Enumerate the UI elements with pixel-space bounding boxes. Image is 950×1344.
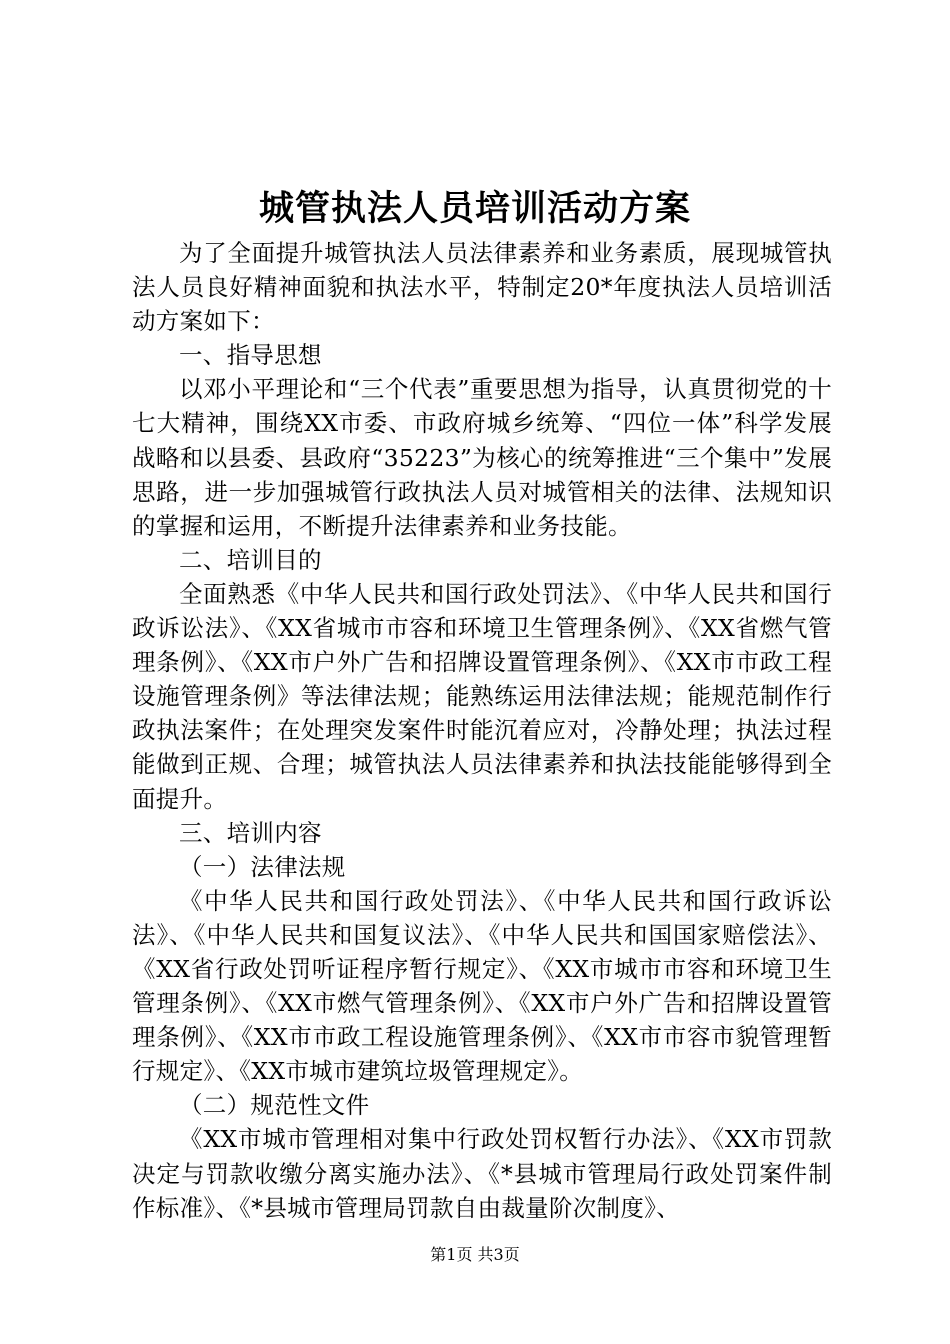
page-footer: 第1页 共3页: [430, 1245, 520, 1264]
section-heading-training-content: 三、培训内容: [179, 818, 322, 847]
subsection-heading-laws: （一）法律法规: [179, 852, 346, 881]
training-purpose-paragraph: 全面熟悉《中华人民共和国行政处罚法》、《中华人民共和国行政诉讼法》、《XX省城市市容和环境卫生管理条例》、《XX省燃气管理条例》、《XX市户外广告和招牌设置管理条例》、《XX市市政工程设施管理条例》等法律法规；能熟练运用法律法规；能规范制作行政执法案件；在处理突发案件时能沉着应对，冷静处理；执法过程能做到正规、合理；城管执法人员法律素养和执法技能能够得到全面提升。: [132, 579, 832, 813]
document-title: 城管执法人员培训活动方案: [258, 188, 691, 229]
document-body: [132, 236, 832, 1225]
section-heading-training-purpose: 二、培训目的: [179, 545, 322, 574]
guiding-ideology-paragraph: 以邓小平理论和“三个代表”重要思想为指导，认真贯彻党的十七大精神，围绕XX市委、市政府城乡统筹、“四位一体”科学发展战略和以县委、县政府“35223”为核心的统筹推进“三个集中”发展思路，进一步加强城管行政执法人员对城管相关的法律、法规知识的掌握和运用，不断提升法律素养和业务技能。: [132, 375, 832, 540]
subsection-heading-normative-documents: （二）规范性文件: [179, 1091, 370, 1120]
section-heading-guiding-ideology: 一、指导思想: [179, 341, 322, 370]
normative-documents-paragraph: 《XX市城市管理相对集中行政处罚权暂行办法》、《XX市罚款决定与罚款收缴分离实施办法》、《*县城市管理局行政处罚案件制作标准》、《*县城市管理局罚款自由裁量阶次制度》、: [132, 1125, 832, 1222]
laws-paragraph: 《中华人民共和国行政处罚法》、《中华人民共和国行政诉讼法》、《中华人民共和国复议法》、《中华人民共和国国家赔偿法》、《XX省行政处罚听证程序暂行规定》、《XX市城市市容和环境卫生管理条例》、《XX市燃气管理条例》、《XX市户外广告和招牌设置管理条例》、《XX市市政工程设施管理条例》、《XX市市容市貌管理暂行规定》、《XX市城市建筑垃圾管理规定》。: [132, 886, 832, 1086]
intro-paragraph: 为了全面提升城管执法人员法律素养和业务素质，展现城管执法人员良好精神面貌和执法水平，特制定20*年度执法人员培训活动方案如下：: [132, 239, 832, 336]
